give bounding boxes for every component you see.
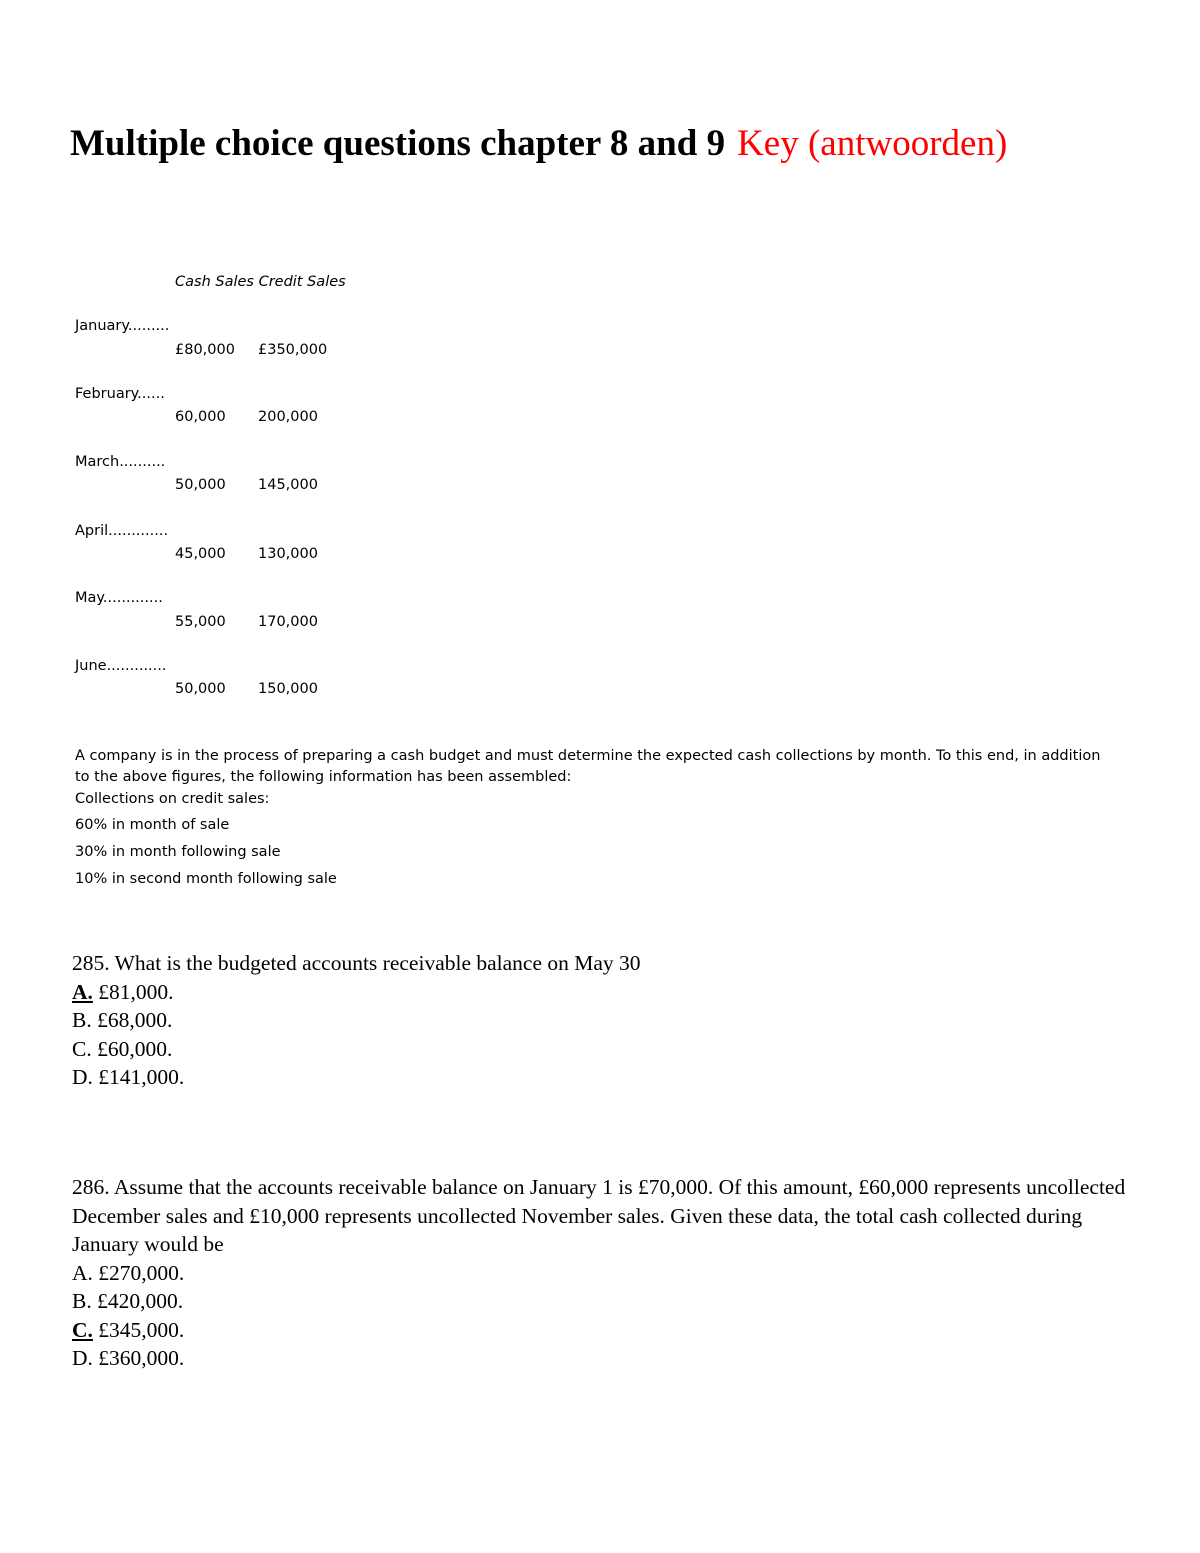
page-title	[70, 122, 1007, 165]
question-text: 285. What is the budgeted accounts receivable balance on May 30	[72, 951, 641, 975]
collection-rule: 60% in month of sale	[75, 817, 230, 833]
option-letter: B.	[72, 1289, 92, 1313]
month-label: April.............	[75, 523, 169, 539]
option-value: £60,000.	[91, 1036, 173, 1061]
option-value: £141,000.	[92, 1065, 185, 1089]
title-main: Multiple choice questions chapter 8 and 9	[70, 123, 726, 164]
month-label: March..........	[75, 454, 166, 470]
cash-sales-value: 55,000	[175, 614, 226, 630]
cash-sales-value: £80,000	[175, 342, 235, 358]
answer-option	[72, 1259, 1142, 1288]
answer-option	[72, 1344, 1142, 1373]
credit-sales-value: 150,000	[258, 681, 318, 697]
option-value: £420,000.	[91, 1289, 184, 1313]
question-286	[72, 1173, 1142, 1373]
cash-sales-value: 50,000	[175, 681, 226, 697]
collection-rule: 10% in second month following sale	[75, 871, 337, 887]
question-text: 286. Assume that the accounts receivable balance on January 1 is £70,000. Of this amount, £60,000 represents uncollected December sales and £10,000 represents uncollected November sales. Given these data, the total cash collected during January would be	[72, 1175, 1126, 1256]
option-value: £270,000.	[92, 1260, 185, 1285]
answer-option	[72, 1063, 1142, 1092]
cash-sales-value: 60,000	[175, 409, 226, 425]
month-label: January.........	[75, 318, 170, 334]
intro-text	[75, 746, 1115, 890]
intro-paragraph: A company is in the process of preparing a cash budget and must determine the expected cash collections by month. To this end, in addition to the above figures, the following information has been assembled:	[75, 748, 1101, 785]
credit-sales-value: 200,000	[258, 409, 318, 425]
question-285	[72, 949, 1142, 1092]
option-value: £360,000.	[92, 1346, 185, 1370]
credit-sales-value: 145,000	[258, 477, 318, 493]
answer-option	[72, 1316, 1142, 1345]
sales-table-header: Cash Sales Credit Sales	[175, 274, 346, 290]
option-letter: B.	[72, 1008, 92, 1032]
collections-heading: Collections on credit sales:	[75, 791, 270, 807]
option-letter-correct: A.	[72, 979, 93, 1004]
month-label: February......	[75, 386, 165, 402]
option-letter-correct: C.	[72, 1317, 93, 1342]
cash-sales-value: 45,000	[175, 546, 226, 562]
collection-rule: 30% in month following sale	[75, 844, 281, 860]
answer-option	[72, 1035, 1142, 1064]
option-value: £68,000.	[91, 1008, 173, 1032]
option-letter: D.	[72, 1065, 93, 1089]
answer-option	[72, 1006, 1142, 1035]
month-label: May.............	[75, 590, 163, 606]
title-key-label: Key (antwoorden)	[737, 123, 1008, 164]
option-value: £345,000.	[92, 1317, 185, 1342]
option-letter: D.	[72, 1346, 93, 1370]
answer-option	[72, 978, 1142, 1007]
month-label: June.............	[75, 658, 167, 674]
credit-sales-value: £350,000	[258, 342, 328, 358]
credit-sales-value: 170,000	[258, 614, 318, 630]
credit-sales-value: 130,000	[258, 546, 318, 562]
option-letter: C.	[72, 1036, 92, 1061]
option-value: £81,000.	[92, 979, 174, 1004]
cash-sales-value: 50,000	[175, 477, 226, 493]
answer-option	[72, 1287, 1142, 1316]
option-letter: A.	[72, 1260, 93, 1285]
